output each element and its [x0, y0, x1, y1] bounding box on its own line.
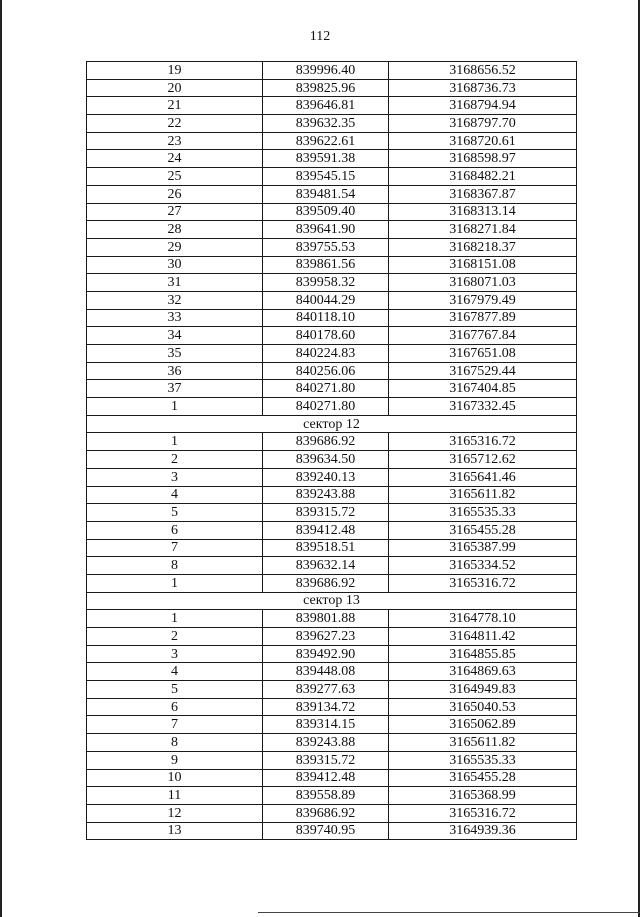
x-coordinate-cell: 839314.15: [263, 716, 389, 734]
y-coordinate-cell: 3168367.87: [389, 185, 577, 203]
y-coordinate-cell: 3165062.89: [389, 716, 577, 734]
point-number-cell: 1: [87, 610, 263, 628]
y-coordinate-cell: 3168720.61: [389, 132, 577, 150]
table-row: [87, 539, 577, 557]
y-coordinate-cell: 3167767.84: [389, 327, 577, 345]
y-coordinate-cell: 3164939.36: [389, 822, 577, 840]
y-coordinate-cell: 3167404.85: [389, 380, 577, 398]
sector-header-row: [87, 415, 577, 433]
y-coordinate-cell: 3165535.33: [389, 504, 577, 522]
x-coordinate-cell: 839315.72: [263, 504, 389, 522]
scan-left-edge: [0, 0, 2, 917]
point-number-cell: 9: [87, 751, 263, 769]
point-number-cell: 20: [87, 79, 263, 97]
point-number-cell: 13: [87, 822, 263, 840]
table-row: [87, 115, 577, 133]
x-coordinate-cell: 839492.90: [263, 645, 389, 663]
y-coordinate-cell: 3165387.99: [389, 539, 577, 557]
sector-header-row: [87, 592, 577, 610]
table-row: [87, 362, 577, 380]
table-row: [87, 256, 577, 274]
x-coordinate-cell: 839518.51: [263, 539, 389, 557]
scan-bottom-edge: [258, 912, 640, 913]
x-coordinate-cell: 839558.89: [263, 787, 389, 805]
y-coordinate-cell: 3168071.03: [389, 274, 577, 292]
x-coordinate-cell: 839622.61: [263, 132, 389, 150]
x-coordinate-cell: 839134.72: [263, 698, 389, 716]
x-coordinate-cell: 839243.88: [263, 734, 389, 752]
point-number-cell: 21: [87, 97, 263, 115]
point-number-cell: 10: [87, 769, 263, 787]
point-number-cell: 11: [87, 787, 263, 805]
table-row: [87, 804, 577, 822]
y-coordinate-cell: 3165040.53: [389, 698, 577, 716]
table-row: [87, 433, 577, 451]
y-coordinate-cell: 3168271.84: [389, 221, 577, 239]
x-coordinate-cell: 839825.96: [263, 79, 389, 97]
y-coordinate-cell: 3164949.83: [389, 681, 577, 699]
y-coordinate-cell: 3168794.94: [389, 97, 577, 115]
coordinates-table-body: [87, 62, 577, 840]
point-number-cell: 19: [87, 62, 263, 80]
table-row: [87, 398, 577, 416]
x-coordinate-cell: 839243.88: [263, 486, 389, 504]
point-number-cell: 4: [87, 486, 263, 504]
x-coordinate-cell: 839240.13: [263, 468, 389, 486]
table-row: [87, 274, 577, 292]
x-coordinate-cell: 839591.38: [263, 150, 389, 168]
table-row: [87, 238, 577, 256]
point-number-cell: 4: [87, 663, 263, 681]
y-coordinate-cell: 3165316.72: [389, 804, 577, 822]
table-row: [87, 751, 577, 769]
table-row: [87, 645, 577, 663]
table-row: [87, 132, 577, 150]
point-number-cell: 24: [87, 150, 263, 168]
point-number-cell: 1: [87, 433, 263, 451]
x-coordinate-cell: 839481.54: [263, 185, 389, 203]
table-row: [87, 521, 577, 539]
x-coordinate-cell: 839801.88: [263, 610, 389, 628]
point-number-cell: 1: [87, 398, 263, 416]
point-number-cell: 35: [87, 345, 263, 363]
y-coordinate-cell: 3165712.62: [389, 451, 577, 469]
point-number-cell: 7: [87, 716, 263, 734]
table-row: [87, 62, 577, 80]
table-row: [87, 628, 577, 646]
table-row: [87, 345, 577, 363]
x-coordinate-cell: 839686.92: [263, 433, 389, 451]
x-coordinate-cell: 839686.92: [263, 804, 389, 822]
x-coordinate-cell: 839740.95: [263, 822, 389, 840]
point-number-cell: 6: [87, 698, 263, 716]
table-row: [87, 291, 577, 309]
point-number-cell: 29: [87, 238, 263, 256]
table-row: [87, 734, 577, 752]
y-coordinate-cell: 3167332.45: [389, 398, 577, 416]
coordinates-table: [86, 61, 577, 840]
point-number-cell: 33: [87, 309, 263, 327]
table-row: [87, 610, 577, 628]
x-coordinate-cell: 839277.63: [263, 681, 389, 699]
y-coordinate-cell: 3168482.21: [389, 168, 577, 186]
y-coordinate-cell: 3165611.82: [389, 486, 577, 504]
table-row: [87, 168, 577, 186]
table-row: [87, 486, 577, 504]
point-number-cell: 26: [87, 185, 263, 203]
point-number-cell: 36: [87, 362, 263, 380]
table-row: [87, 185, 577, 203]
x-coordinate-cell: 839412.48: [263, 521, 389, 539]
y-coordinate-cell: 3168218.37: [389, 238, 577, 256]
point-number-cell: 22: [87, 115, 263, 133]
x-coordinate-cell: 840224.83: [263, 345, 389, 363]
point-number-cell: 27: [87, 203, 263, 221]
y-coordinate-cell: 3167651.08: [389, 345, 577, 363]
x-coordinate-cell: 840044.29: [263, 291, 389, 309]
x-coordinate-cell: 839632.14: [263, 557, 389, 575]
point-number-cell: 7: [87, 539, 263, 557]
x-coordinate-cell: 839686.92: [263, 574, 389, 592]
y-coordinate-cell: 3165316.72: [389, 574, 577, 592]
table-row: [87, 203, 577, 221]
x-coordinate-cell: 839641.90: [263, 221, 389, 239]
y-coordinate-cell: 3168656.52: [389, 62, 577, 80]
x-coordinate-cell: 839545.15: [263, 168, 389, 186]
table-row: [87, 97, 577, 115]
point-number-cell: 8: [87, 557, 263, 575]
point-number-cell: 2: [87, 451, 263, 469]
x-coordinate-cell: 840271.80: [263, 380, 389, 398]
point-number-cell: 37: [87, 380, 263, 398]
x-coordinate-cell: 840118.10: [263, 309, 389, 327]
y-coordinate-cell: 3165334.52: [389, 557, 577, 575]
y-coordinate-cell: 3165316.72: [389, 433, 577, 451]
x-coordinate-cell: 839412.48: [263, 769, 389, 787]
x-coordinate-cell: 840178.60: [263, 327, 389, 345]
table-row: [87, 79, 577, 97]
point-number-cell: 6: [87, 521, 263, 539]
point-number-cell: 12: [87, 804, 263, 822]
sector-label: сектор 13: [87, 592, 577, 610]
y-coordinate-cell: 3165641.46: [389, 468, 577, 486]
x-coordinate-cell: 840256.06: [263, 362, 389, 380]
table-row: [87, 504, 577, 522]
y-coordinate-cell: 3165611.82: [389, 734, 577, 752]
y-coordinate-cell: 3165455.28: [389, 521, 577, 539]
y-coordinate-cell: 3168598.97: [389, 150, 577, 168]
point-number-cell: 5: [87, 504, 263, 522]
page-number: 112: [309, 29, 331, 44]
y-coordinate-cell: 3164778.10: [389, 610, 577, 628]
x-coordinate-cell: 839448.08: [263, 663, 389, 681]
point-number-cell: 32: [87, 291, 263, 309]
point-number-cell: 31: [87, 274, 263, 292]
point-number-cell: 34: [87, 327, 263, 345]
table-row: [87, 221, 577, 239]
x-coordinate-cell: 839755.53: [263, 238, 389, 256]
y-coordinate-cell: 3168313.14: [389, 203, 577, 221]
table-row: [87, 309, 577, 327]
point-number-cell: 23: [87, 132, 263, 150]
table-row: [87, 681, 577, 699]
y-coordinate-cell: 3164811.42: [389, 628, 577, 646]
table-row: [87, 557, 577, 575]
table-row: [87, 787, 577, 805]
x-coordinate-cell: 839996.40: [263, 62, 389, 80]
table-row: [87, 663, 577, 681]
point-number-cell: 30: [87, 256, 263, 274]
x-coordinate-cell: 839861.56: [263, 256, 389, 274]
y-coordinate-cell: 3167529.44: [389, 362, 577, 380]
y-coordinate-cell: 3164869.63: [389, 663, 577, 681]
y-coordinate-cell: 3167877.89: [389, 309, 577, 327]
x-coordinate-cell: 839646.81: [263, 97, 389, 115]
x-coordinate-cell: 839634.50: [263, 451, 389, 469]
x-coordinate-cell: 839627.23: [263, 628, 389, 646]
y-coordinate-cell: 3164855.85: [389, 645, 577, 663]
x-coordinate-cell: 839958.32: [263, 274, 389, 292]
x-coordinate-cell: 839632.35: [263, 115, 389, 133]
point-number-cell: 5: [87, 681, 263, 699]
table-row: [87, 380, 577, 398]
point-number-cell: 8: [87, 734, 263, 752]
y-coordinate-cell: 3168797.70: [389, 115, 577, 133]
table-row: [87, 150, 577, 168]
point-number-cell: 25: [87, 168, 263, 186]
table-row: [87, 451, 577, 469]
y-coordinate-cell: 3165368.99: [389, 787, 577, 805]
table-row: [87, 822, 577, 840]
point-number-cell: 28: [87, 221, 263, 239]
sector-label: сектор 12: [87, 415, 577, 433]
y-coordinate-cell: 3168151.08: [389, 256, 577, 274]
point-number-cell: 3: [87, 468, 263, 486]
y-coordinate-cell: 3168736.73: [389, 79, 577, 97]
x-coordinate-cell: 839315.72: [263, 751, 389, 769]
table-row: [87, 574, 577, 592]
table-row: [87, 698, 577, 716]
x-coordinate-cell: 839509.40: [263, 203, 389, 221]
y-coordinate-cell: 3165455.28: [389, 769, 577, 787]
table-row: [87, 327, 577, 345]
point-number-cell: 3: [87, 645, 263, 663]
table-row: [87, 769, 577, 787]
x-coordinate-cell: 840271.80: [263, 398, 389, 416]
y-coordinate-cell: 3167979.49: [389, 291, 577, 309]
y-coordinate-cell: 3165535.33: [389, 751, 577, 769]
point-number-cell: 1: [87, 574, 263, 592]
point-number-cell: 2: [87, 628, 263, 646]
table-row: [87, 468, 577, 486]
table-row: [87, 716, 577, 734]
